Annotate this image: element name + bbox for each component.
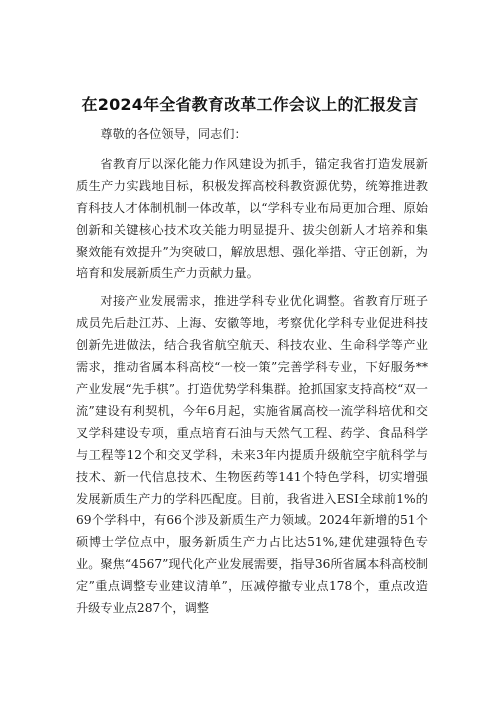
paragraph: 省教育厅以深化能力作风建设为抓手，锚定我省打造发展新质生产力实践地目标，积极发挥高校科教资源优势，统筹推进教育科技人才体制机制一体改革，以“学科专业布局更加合理、原始创新和关键核心技术攻关能力明显提升、拔尖创新人才培养和集聚效能有效提升”为突破口，解放思想、强化举措、守正创新，为培育和发展新质生产力贡献力量。 — [76, 156, 428, 281]
paragraph: 对接产业发展需求，推进学科专业优化调整。省教育厅班子成员先后赴江苏、上海、安徽等地，考察优化学科专业促进科技创新先进做法，结合我省航空航天、科技农业、生命科学等产业需求，推动省属本科高校“一校一策”完善学科专业，下好服务**产业发展“先手棋”。打造优势学科集群。抢抓国家支持高校“双一流”建设有利契机，今年6月起，实施省属高校一流学科培优和交叉学科建设专项，重点培育石油与天然气工程、药学、食品科学与工程等12个和交叉学科，未来3年内提质升级航空宇航科学与技术、新一代信息技术、生物医药等141个特色学科，切实增强发展新质生产力的学科匹配度。目前，我省进入ESI全球前1%的69个学科中，有66个涉及新质生产力领域。2024年新增的51个硕博士学位点中，服务新质生产力占比达51%,建优建强特色专业。聚焦“4567”现代化产业发展需要，指导36所省属本科高校制定”重点调整专业建议清单”，压减停撤专业点178个，重点改造升级专业点287个，调整 — [76, 294, 428, 616]
document-title: 在2024年全省教育改革工作会议上的汇报发言 — [81, 95, 419, 114]
salutation: 尊敬的各位领导，同志们： — [100, 127, 247, 141]
document-body — [76, 124, 428, 620]
